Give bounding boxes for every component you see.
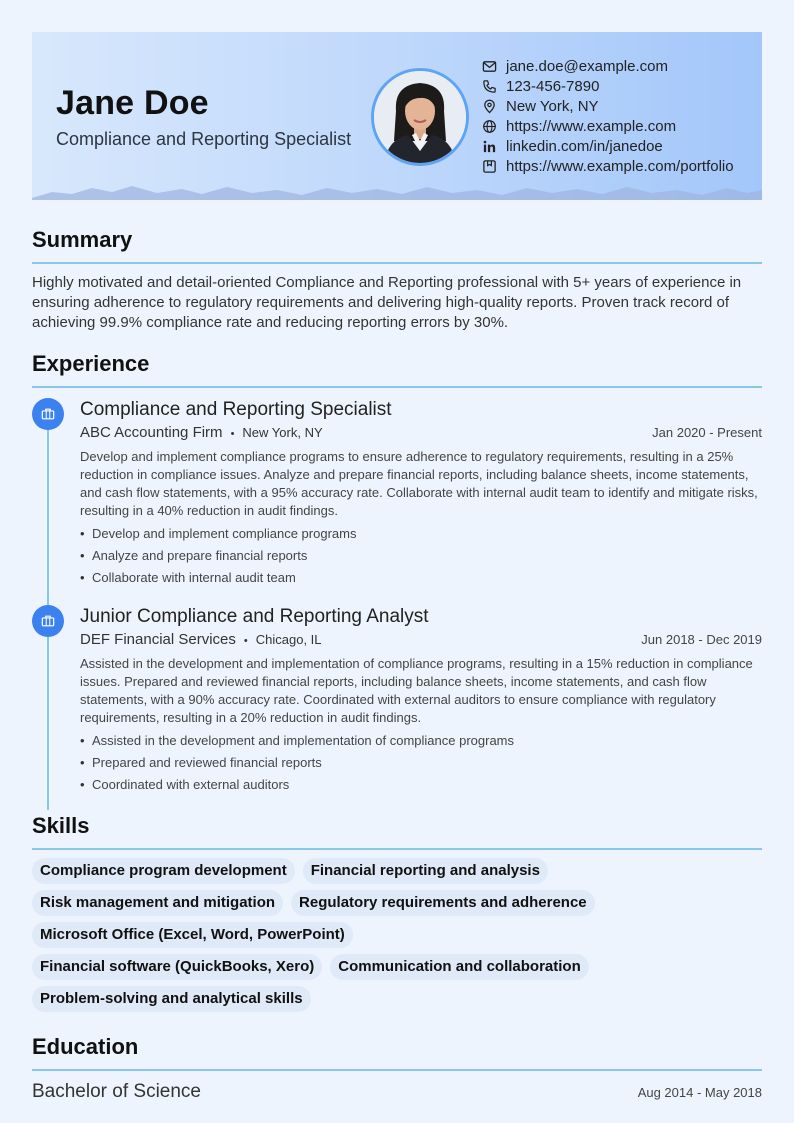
job-description: Assisted in the development and implementation of compliance programs, resulting in a 15% reduction in compliance issues. Prepared and reviewed financial reports, including balance sheets, income statements, and cash flow statements, with a 90% accuracy rate. Coordinated with external auditors to ensure compliance with regulatory requirements, resulting in a 20% reduction in audit findings. [80,656,753,725]
job-bullet-list [80,523,762,589]
briefcase-icon [41,407,55,421]
skill-chip: Financial reporting and analysis [303,858,548,884]
summary-section [32,227,762,333]
header-wave-decoration [32,184,762,200]
phone-icon [482,79,497,94]
list-item: • Collaborate with internal audit team [80,567,762,589]
contact-portfolio[interactable] [482,156,734,176]
portfolio-icon [482,159,497,174]
contact-linkedin-text: linkedin.com/in/janedoe [506,137,663,155]
skills-heading: Skills [32,813,762,850]
candidate-name: Jane Doe [56,84,209,122]
meta-separator: • [230,428,235,440]
job-marker [32,398,64,430]
job-bullet-list [80,730,762,796]
experience-section [32,351,762,796]
job-entry [32,398,762,589]
portrait-illustration [374,71,466,163]
job-company: ABC Accounting Firm [80,424,223,441]
contact-phone-text: 123-456-7890 [506,77,600,95]
job-location: Chicago, IL [255,632,322,647]
job-dates: Jun 2018 - Dec 2019 [641,632,762,647]
list-item: • Assisted in the development and implementation of compliance programs [80,730,762,752]
resume-header [32,32,762,200]
skills-list [32,858,632,1012]
education-dates: Aug 2014 - May 2018 [637,1085,762,1100]
mail-icon [482,59,497,74]
skill-chip: Financial software (QuickBooks, Xero) [32,954,322,980]
job-marker [32,605,64,637]
job-location: New York, NY [242,425,323,440]
education-heading: Education [32,1034,762,1071]
location-icon [482,99,497,114]
skill-chip: Risk management and mitigation [32,890,283,916]
job-company: DEF Financial Services [80,631,236,648]
contact-website[interactable] [482,116,734,136]
skill-chip: Problem-solving and analytical skills [32,986,311,1012]
education-section [32,1034,762,1103]
skill-chip: Communication and collaboration [330,954,589,980]
contact-portfolio-text: https://www.example.com/portfolio [506,157,734,175]
globe-icon [482,119,497,134]
degree-title: Bachelor of Science [32,1081,201,1102]
briefcase-icon [41,614,55,628]
list-item: • Prepared and reviewed financial reports [80,752,762,774]
job-entry [32,605,762,796]
contact-linkedin[interactable] [482,136,734,156]
contact-location-text: New York, NY [506,97,599,115]
contact-website-text: https://www.example.com [506,117,677,135]
list-item: • Analyze and prepare financial reports [80,545,762,567]
list-item: • Develop and implement compliance programs [80,523,762,545]
contact-location [482,96,734,116]
meta-separator: • [243,635,248,647]
skill-chip: Compliance program development [32,858,295,884]
contact-list [482,56,734,176]
skill-chip: Regulatory requirements and adherence [291,890,595,916]
job-meta [80,631,762,649]
education-entry [32,1081,762,1103]
job-title: Compliance and Reporting Specialist [80,399,392,420]
contact-email[interactable] [482,56,734,76]
summary-text: Highly motivated and detail-oriented Compliance and Reporting professional with 5+ years of experience in ensuring adherence to regulatory requirements and delivering high-quality reports. Proven track record of achieving 99.9% compliance rate and reducing reporting errors by 30%. [32,274,742,331]
job-meta [80,424,762,442]
linkedin-icon [482,139,497,154]
contact-email-text: jane.doe@example.com [506,57,668,75]
list-item: • Coordinated with external auditors [80,774,762,796]
skills-section [32,813,762,1012]
profile-photo [371,68,469,166]
candidate-role: Compliance and Reporting Specialist [56,129,352,149]
experience-heading: Experience [32,351,762,388]
job-dates: Jan 2020 - Present [652,425,762,440]
contact-phone[interactable] [482,76,734,96]
summary-heading: Summary [32,227,762,264]
skill-chip: Microsoft Office (Excel, Word, PowerPoint) [32,922,353,948]
job-description: Develop and implement compliance programs to ensure adherence to regulatory requirements, resulting in a 25% reduction in compliance issues. Analyze and prepare financial reports, including balance sheets, income statements, and cash flow statements, with a 95% accuracy rate. Collaborate with internal audit team to identify and mitigate risks, resulting in a 40% reduction in audit findings. [80,449,758,518]
resume-page [32,32,762,1103]
experience-timeline [32,398,762,796]
job-title: Junior Compliance and Reporting Analyst [80,606,429,627]
